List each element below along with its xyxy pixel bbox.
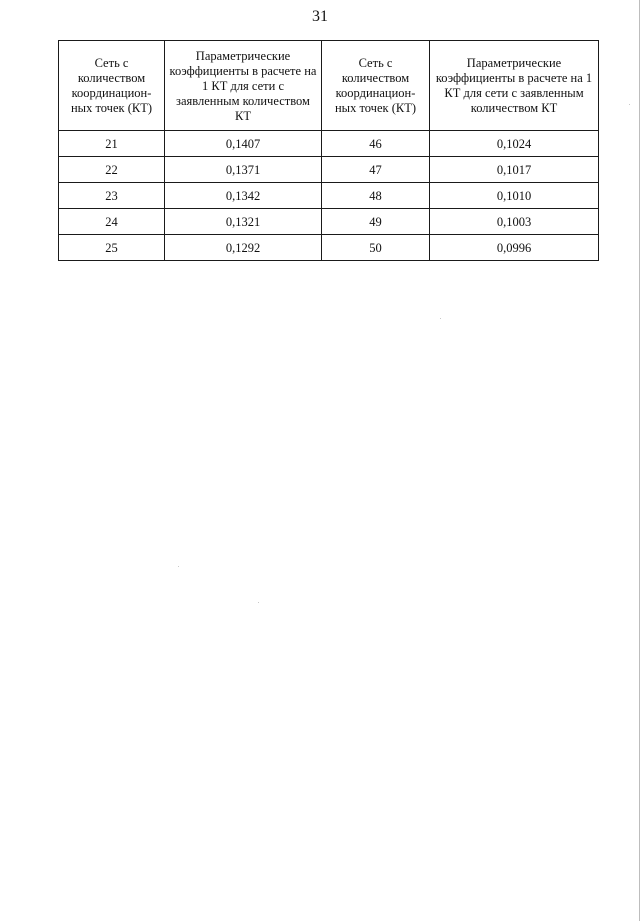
table-row xyxy=(59,131,599,157)
cell-coefficient: 0,1371 xyxy=(165,157,322,183)
header-coefficients-left: Параметрические коэффициенты в расчете на 1 КТ для сети с заявленным количеством КТ xyxy=(165,41,322,131)
table-row xyxy=(59,183,599,209)
table-row xyxy=(59,209,599,235)
scan-speck xyxy=(178,566,179,567)
coefficients-table xyxy=(58,40,599,261)
header-coefficients-right: Параметрические коэффициенты в расчете на 1 КТ для сети с заявленным количеством КТ xyxy=(430,41,599,131)
cell-points: 46 xyxy=(322,131,430,157)
cell-points: 23 xyxy=(59,183,165,209)
cell-coefficient: 0,0996 xyxy=(430,235,599,261)
cell-points: 24 xyxy=(59,209,165,235)
table-row xyxy=(59,157,599,183)
cell-coefficient: 0,1407 xyxy=(165,131,322,157)
scan-speck xyxy=(258,602,259,603)
cell-points: 25 xyxy=(59,235,165,261)
cell-points: 22 xyxy=(59,157,165,183)
cell-coefficient: 0,1292 xyxy=(165,235,322,261)
cell-coefficient: 0,1003 xyxy=(430,209,599,235)
cell-coefficient: 0,1017 xyxy=(430,157,599,183)
cell-points: 21 xyxy=(59,131,165,157)
header-network-points-right: Сеть с количеством координацион-ных точек (КТ) xyxy=(322,41,430,131)
cell-coefficient: 0,1024 xyxy=(430,131,599,157)
page-number: 31 xyxy=(312,8,328,25)
table-header-row xyxy=(59,41,599,131)
cell-points: 48 xyxy=(322,183,430,209)
cell-coefficient: 0,1342 xyxy=(165,183,322,209)
cell-coefficient: 0,1321 xyxy=(165,209,322,235)
cell-points: 49 xyxy=(322,209,430,235)
scan-speck xyxy=(440,318,441,319)
scan-speck xyxy=(629,104,630,105)
cell-points: 50 xyxy=(322,235,430,261)
header-network-points-left: Сеть с количеством координацион-ных точек (КТ) xyxy=(59,41,165,131)
table-row xyxy=(59,235,599,261)
cell-coefficient: 0,1010 xyxy=(430,183,599,209)
cell-points: 47 xyxy=(322,157,430,183)
